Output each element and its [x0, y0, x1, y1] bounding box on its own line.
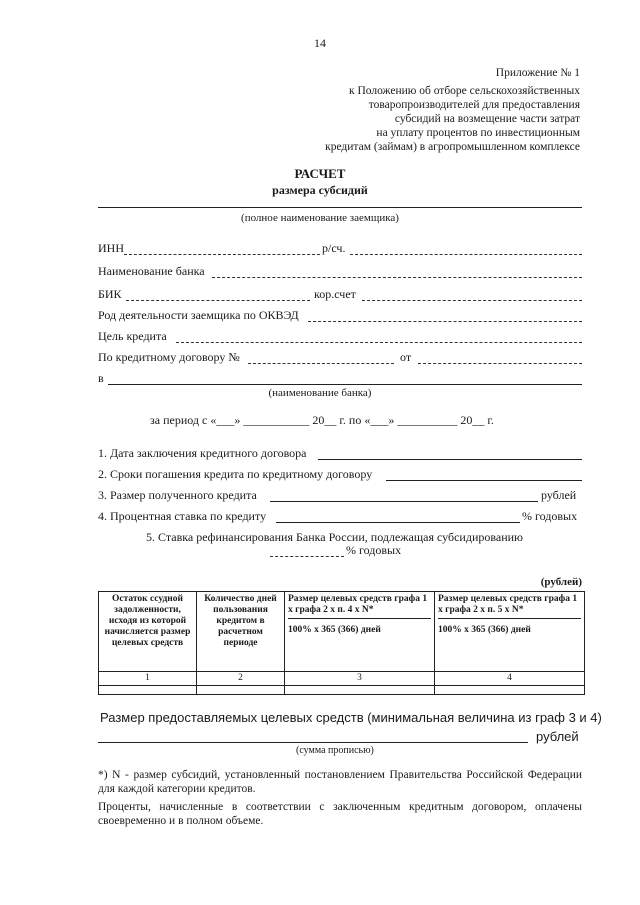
- bank-field[interactable]: [108, 384, 582, 385]
- header-col-4: [435, 592, 585, 672]
- inn-label: ИНН: [98, 241, 124, 255]
- annex-title: Приложение № 1: [495, 67, 580, 79]
- table-cell[interactable]: [285, 686, 435, 695]
- borrower-caption: (полное наименование заемщика): [241, 212, 399, 224]
- corr-account-field[interactable]: [362, 300, 582, 301]
- inn-field[interactable]: [124, 254, 320, 255]
- col-4-denominator: 100% х 365 (366) дней: [438, 625, 531, 635]
- item-3-label: 3. Размер полученного кредита: [98, 488, 257, 502]
- calculation-table: [98, 591, 585, 695]
- footnote-n: *) N - размер субсидий, установленный постановлением Правительства Российской Федерации для каждой категории кредитов.: [98, 769, 582, 795]
- item-3-field[interactable]: [270, 501, 538, 502]
- col-number-4: 4: [435, 672, 585, 686]
- annex-line-3: субсидий на возмещение части затрат: [394, 113, 580, 125]
- footnote-interest: Проценты, начисленные в соответствии с заключенным кредитным договором, оплачены своевременно и в полном объеме.: [98, 801, 582, 827]
- item-2-label: 2. Сроки погашения кредита по кредитному договору: [98, 467, 373, 481]
- bank-name-field[interactable]: [212, 277, 582, 278]
- okved-field[interactable]: [308, 321, 582, 322]
- bik-field[interactable]: [126, 300, 310, 301]
- item-5-label: 5. Ставка рефинансирования Банка России, подлежащая субсидированию: [146, 530, 524, 544]
- item-4-field[interactable]: [276, 522, 520, 523]
- contract-label: По кредитному договору №: [98, 350, 240, 364]
- table-cell[interactable]: [197, 686, 285, 695]
- document-subtitle: размера субсидий: [272, 183, 368, 197]
- page-number: 14: [314, 36, 326, 50]
- purpose-label: Цель кредита: [98, 329, 167, 343]
- item-1-label: 1. Дата заключения кредитного договора: [98, 446, 307, 460]
- item-4-label: 4. Процентная ставка по кредиту: [98, 509, 267, 523]
- table-cell[interactable]: [435, 686, 585, 695]
- from-label: от: [400, 350, 412, 364]
- item-5-field[interactable]: [270, 556, 344, 557]
- header-col-1: Остаток ссудной задолженности, исходя из которой начисляется размер целевых средств: [99, 592, 197, 672]
- contract-number-field[interactable]: [248, 363, 394, 364]
- account-label: р/сч.: [322, 241, 346, 255]
- col-number-2: 2: [197, 672, 285, 686]
- bik-label: БИК: [98, 287, 122, 301]
- item-3-unit: рублей: [541, 488, 577, 502]
- summary-text: Размер предоставляемых целевых средств (минимальная величина из граф 3 и 4): [100, 710, 602, 725]
- okved-label: Род деятельности заемщика по ОКВЭД: [98, 308, 299, 322]
- annex-line-4: на уплату процентов по инвестиционным: [376, 127, 580, 139]
- item-5-unit: % годовых: [346, 543, 402, 557]
- annex-line-5: кредитам (займам) в агропромышленном комплексе: [325, 141, 580, 153]
- item-4-unit: % годовых: [522, 509, 578, 523]
- bank-caption: (наименование банка): [268, 387, 372, 399]
- summary-caption: (сумма прописью): [296, 745, 374, 756]
- col-3-denominator: 100% х 365 (366) дней: [288, 625, 381, 635]
- in-label: в: [98, 371, 104, 385]
- header-col-2: Количество дней пользования кредитом в расчетном периоде: [197, 592, 285, 672]
- col-number-1: 1: [99, 672, 197, 686]
- summary-unit: рублей: [536, 729, 579, 744]
- item-2-field[interactable]: [386, 480, 582, 481]
- period-line: за период с «___» ___________ 20__ г. по «___» __________ 20__ г.: [150, 413, 494, 427]
- borrower-name-line[interactable]: [98, 207, 582, 208]
- annex-line-1: к Положению об отборе сельскохозяйственных: [348, 85, 580, 97]
- annex-line-2: товаропроизводителей для предоставления: [368, 99, 580, 111]
- table-unit: (рублей): [540, 576, 582, 588]
- col-4-numerator: Размер целевых средств графа 1 х графа 2 х п. 5 х N*: [438, 594, 581, 619]
- summary-field[interactable]: [98, 742, 528, 743]
- header-col-3: [285, 592, 435, 672]
- account-field[interactable]: [350, 254, 582, 255]
- corr-account-label: кор.счет: [314, 287, 356, 301]
- item-1-field[interactable]: [318, 459, 582, 460]
- document-title: РАСЧЕТ: [294, 166, 346, 181]
- table-cell[interactable]: [99, 686, 197, 695]
- bank-name-label: Наименование банка: [98, 264, 205, 278]
- col-number-3: 3: [285, 672, 435, 686]
- contract-date-field[interactable]: [418, 363, 582, 364]
- purpose-field[interactable]: [176, 342, 582, 343]
- col-3-numerator: Размер целевых средств графа 1 х графа 2 х п. 4 х N*: [288, 594, 431, 619]
